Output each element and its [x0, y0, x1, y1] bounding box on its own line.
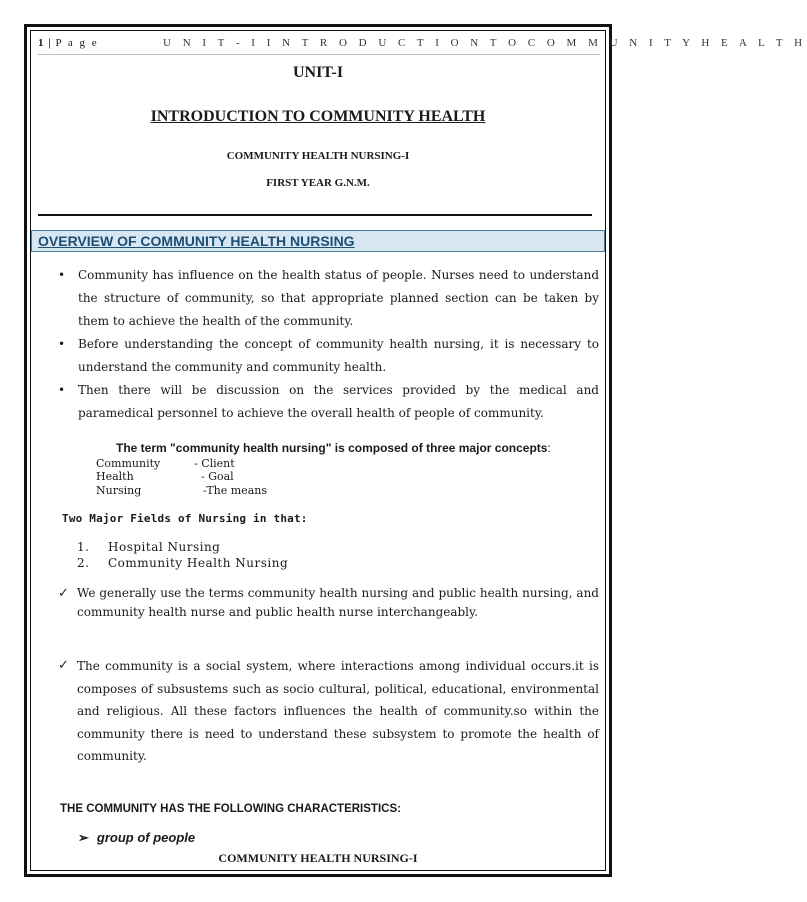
- list-item: [78, 830, 195, 846]
- course-year: FIRST YEAR G.N.M.: [266, 177, 370, 189]
- arrow-bullet-icon: ➢: [78, 830, 89, 845]
- fields-heading: Two Major Fields of Nursing in that:: [62, 512, 308, 525]
- header-divider: [38, 54, 600, 55]
- concepts-lead: [116, 441, 551, 455]
- page-title: INTRODUCTION TO COMMUNITY HEALTH: [150, 108, 486, 125]
- characteristics-heading: THE COMMUNITY HAS THE FOLLOWING CHARACTERISTICS:: [60, 803, 401, 815]
- list-item: [58, 333, 599, 379]
- concept-term: Nursing: [96, 484, 142, 497]
- page-separator: |: [48, 37, 51, 49]
- concept-meaning: - Goal: [201, 470, 234, 483]
- list-text: group of people: [96, 830, 196, 845]
- title-divider: [38, 214, 592, 216]
- list-number: 1.: [77, 540, 90, 554]
- list-item: [58, 264, 599, 333]
- list-item: [77, 556, 288, 570]
- list-number: 2.: [77, 556, 90, 570]
- list-text: Hospital Nursing: [108, 540, 221, 554]
- course-name: COMMUNITY HEALTH NURSING-I: [226, 150, 410, 162]
- concept-term: Health: [96, 470, 134, 483]
- bullet-icon: •: [58, 337, 66, 351]
- page-number-label: [38, 37, 99, 49]
- overview-bullet-list: [58, 264, 599, 425]
- unit-label: UNIT-I: [292, 64, 344, 81]
- bullet-text: Community has influence on the health status of people. Nurses need to understand the structure of community, so that appropriate planned section can be taken by them to achieve the health of the community.: [78, 268, 599, 328]
- concepts-lead-text: The term "community health nursing" is composed of three major concepts: [116, 441, 548, 455]
- list-item: [77, 540, 220, 554]
- concept-meaning: -The means: [203, 484, 267, 497]
- concepts-colon: :: [547, 441, 551, 455]
- concept-term: Community: [96, 457, 161, 470]
- list-text: Community Health Nursing: [108, 556, 289, 570]
- checkmark-icon: ✓: [58, 586, 69, 601]
- check-text: The community is a social system, where interactions among individual occurs.it is composes of subsustems such as socio cultural, political, educational, environmental and religious. All these factors influences the health of community.so within the community there is need to understand these subsystem to promote the health of community.: [77, 659, 599, 764]
- page-word: P a g e: [55, 37, 99, 49]
- page-number: 1: [38, 37, 44, 49]
- bullet-text: Before understanding the concept of community health nursing, it is necessary to understand the community and community health.: [78, 337, 599, 374]
- bullet-icon: •: [58, 268, 66, 282]
- page-footer: COMMUNITY HEALTH NURSING-I: [218, 851, 418, 865]
- bullet-icon: •: [58, 383, 66, 397]
- bullet-text: Then there will be discussion on the services provided by the medical and paramedical personnel to achieve the overall health of people of community.: [78, 383, 599, 420]
- section-heading: OVERVIEW OF COMMUNITY HEALTH NURSING: [31, 230, 605, 252]
- running-title: U N I T - I I N T R O D U C T I O N T O C O M M U N I T Y H E A L T H: [163, 37, 807, 49]
- check-text: We generally use the terms community health nursing and public health nursing, and community health nurse and public health nurse interchangeably.: [77, 586, 599, 619]
- concept-meaning: - Client: [194, 457, 235, 470]
- list-item: [58, 379, 599, 425]
- checkmark-icon: ✓: [58, 658, 69, 673]
